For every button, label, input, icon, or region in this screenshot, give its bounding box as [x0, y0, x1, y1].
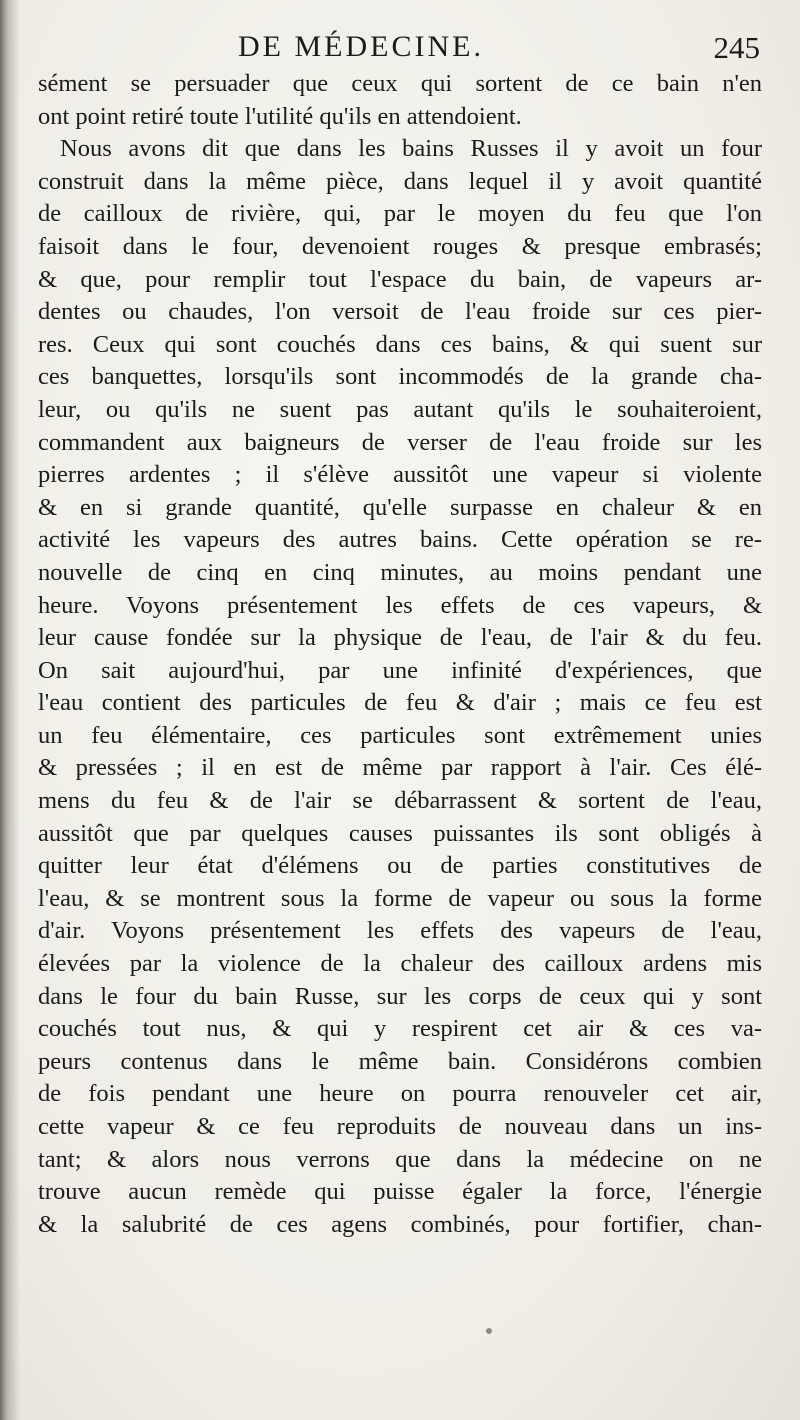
text-line: élevées par la violence de la chaleur des cailloux ardens mis — [38, 950, 762, 978]
paper-speck — [486, 1328, 492, 1334]
text-line: faisoit dans le four, devenoient rouges & presque embrasés; — [38, 232, 762, 260]
text-line: res. Ceux qui sont couchés dans ces bains, & qui suent sur — [38, 330, 762, 358]
text-line: un feu élémentaire, ces particules sont extrêmement unies — [38, 721, 762, 749]
body-text — [38, 68, 762, 1241]
text-line: commandent aux baigneurs de verser de l'eau froide sur les — [38, 428, 762, 456]
text-line: & en si grande quantité, qu'elle surpasse en chaleur & en — [38, 493, 762, 521]
text-line: Nous avons dit que dans les bains Russes il y avoit un four — [60, 135, 762, 163]
text-line: & pressées ; il en est de même par rapport à l'air. Ces élé- — [38, 754, 762, 782]
text-line: dentes ou chaudes, l'on versoit de l'eau froide sur ces pier- — [38, 298, 762, 326]
text-line: couchés tout nus, & qui y respirent cet air & ces va- — [38, 1015, 762, 1043]
text-line: leur, ou qu'ils ne suent pas autant qu'ils le souhaiteroient, — [38, 395, 762, 423]
text-line: l'eau, & se montrent sous la forme de vapeur ou sous la forme — [38, 884, 762, 912]
text-line: & la salubrité de ces agens combinés, pour fortifier, chan- — [38, 1210, 762, 1238]
text-line: quitter leur état d'élémens ou de parties constitutives de — [38, 852, 762, 880]
text-line: d'air. Voyons présentement les effets des vapeurs de l'eau, — [38, 917, 762, 945]
text-line: construit dans la même pièce, dans lequel il y avoit quantité — [38, 167, 762, 195]
text-line: mens du feu & de l'air se débarrassent & sortent de l'eau, — [38, 787, 762, 815]
text-line: ces banquettes, lorsqu'ils sont incommodés de la grande cha- — [38, 363, 762, 391]
text-line: activité les vapeurs des autres bains. Cette opération se re- — [38, 526, 762, 554]
text-line: nouvelle de cinq en cinq minutes, au moins pendant une — [38, 558, 762, 586]
text-line: aussitôt que par quelques causes puissantes ils sont obligés à — [38, 819, 762, 847]
text-line: de cailloux de rivière, qui, par le moyen du feu que l'on — [38, 200, 762, 228]
page-number: 245 — [713, 30, 760, 65]
text-line: heure. Voyons présentement les effets de ces vapeurs, & — [38, 591, 762, 619]
text-line: leur cause fondée sur la physique de l'eau, de l'air & du feu. — [38, 624, 762, 652]
text-line: l'eau contient des particules de feu & d'air ; mais ce feu est — [38, 689, 762, 717]
text-line: cette vapeur & ce feu reproduits de nouveau dans un ins- — [38, 1113, 762, 1140]
text-line: trouve aucun remède qui puisse égaler la force, l'énergie — [38, 1178, 762, 1206]
text-line: peurs contenus dans le même bain. Considérons combien — [38, 1047, 762, 1075]
page-header — [150, 30, 760, 70]
text-line: & que, pour remplir tout l'espace du bain, de vapeurs ar- — [38, 265, 762, 293]
text-line: de fois pendant une heure on pourra renouveler cet air, — [38, 1080, 762, 1108]
text-line: tant; & alors nous verrons que dans la médecine on ne — [38, 1145, 762, 1173]
running-head: DE MÉDECINE. — [238, 30, 484, 63]
text-line: dans le four du bain Russe, sur les corps de ceux qui y sont — [38, 982, 762, 1010]
text-line: On sait aujourd'hui, par une infinité d'expériences, que — [38, 656, 762, 684]
binding-gutter-shadow — [0, 0, 20, 1420]
text-line: pierres ardentes ; il s'élève aussitôt une vapeur si violente — [38, 461, 762, 489]
text-line: sément se persuader que ceux qui sortent de ce bain n'en — [38, 70, 762, 97]
text-line: ont point retiré toute l'utilité qu'ils en attendoient. — [38, 102, 522, 130]
